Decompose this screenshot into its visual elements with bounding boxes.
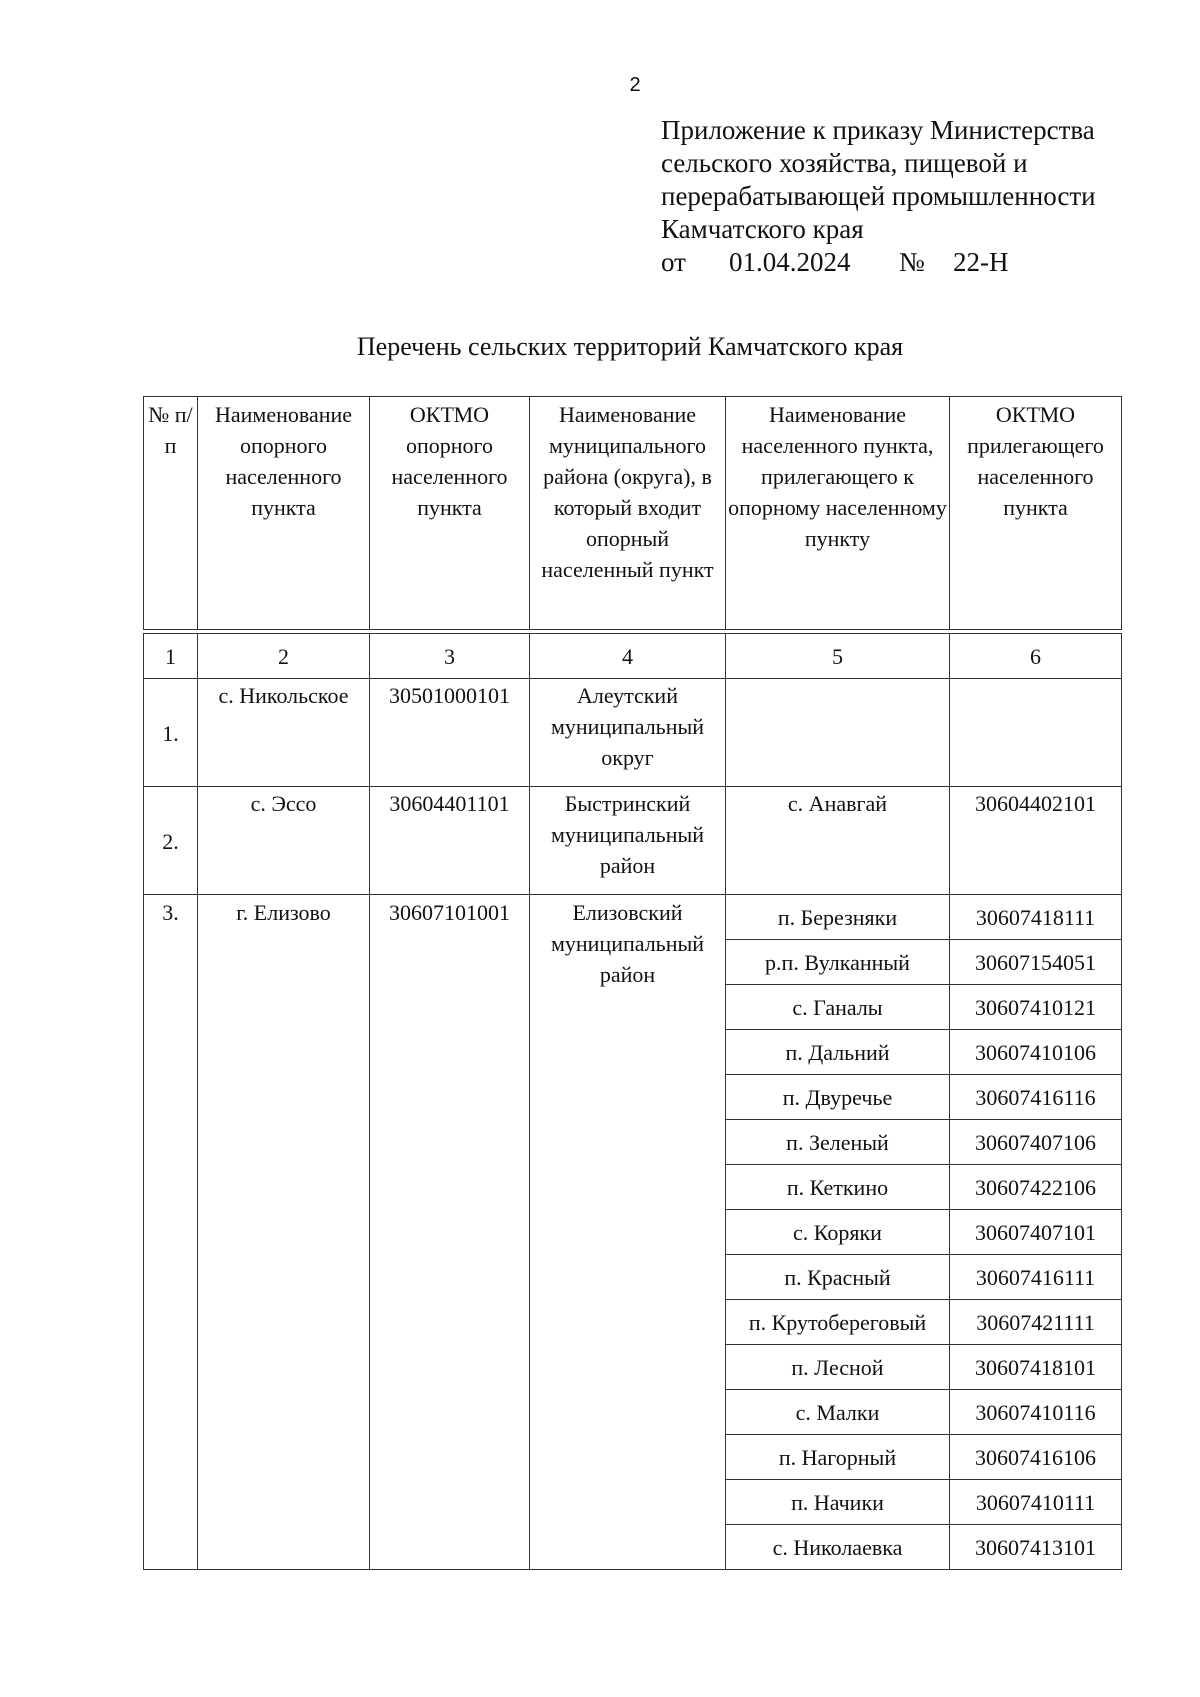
column-number: 1 [144, 634, 198, 679]
header-cell-adjacent-oktmo: ОКТМО прилегающего населенного пункта [950, 397, 1122, 630]
adjacent-name [726, 679, 950, 787]
adjacent-name: п. Лесной [726, 1345, 950, 1390]
adjacent-oktmo: 30607410121 [950, 985, 1122, 1030]
order-number: 22-Н [953, 247, 1009, 277]
row-number: 1. [144, 679, 198, 787]
column-number: 5 [726, 634, 950, 679]
header-line: перерабатывающей промышленности [661, 181, 1096, 211]
adjacent-oktmo: 30604402101 [950, 787, 1122, 895]
adjacent-oktmo: 30607413101 [950, 1525, 1122, 1570]
settlement-name: с. Никольское [198, 679, 370, 787]
adjacent-name: п. Дальний [726, 1030, 950, 1075]
district-name: Быстринский муниципальный район [530, 787, 726, 895]
adjacent-name: р.п. Вулканный [726, 940, 950, 985]
adjacent-name: с. Николаевка [726, 1525, 950, 1570]
header-cell-oktmo: ОКТМО опорного населенного пункта [370, 397, 530, 630]
settlement-oktmo: 30604401101 [370, 787, 530, 895]
header-cell-district: Наименование муниципального района (округа), в который входит опорный населенный пункт [530, 397, 726, 630]
settlement-oktmo: 30607101001 [370, 895, 530, 1570]
district-name: Елизовский муниципальный район [530, 895, 726, 1570]
document-title: Перечень сельских территорий Камчатского края [356, 332, 904, 361]
adjacent-name: с. Анавгай [726, 787, 950, 895]
appendix-header [661, 114, 1141, 279]
column-number: 3 [370, 634, 530, 679]
adjacent-name: п. Крутобереговый [726, 1300, 950, 1345]
settlement-name: с. Эссо [198, 787, 370, 895]
number-sign: № [899, 247, 925, 277]
settlement-name: г. Елизово [198, 895, 370, 1570]
adjacent-oktmo: 30607422106 [950, 1165, 1122, 1210]
adjacent-name: с. Малки [726, 1390, 950, 1435]
adjacent-name: п. Красный [726, 1255, 950, 1300]
adjacent-name: п. Березняки [726, 895, 950, 940]
column-number: 6 [950, 634, 1122, 679]
district-name: Алеутский муниципальный округ [530, 679, 726, 787]
adjacent-name: п. Кеткино [726, 1165, 950, 1210]
adjacent-name: с. Ганалы [726, 985, 950, 1030]
adjacent-oktmo: 30607410111 [950, 1480, 1122, 1525]
settlement-oktmo: 30501000101 [370, 679, 530, 787]
column-number: 4 [530, 634, 726, 679]
adjacent-name: с. Коряки [726, 1210, 950, 1255]
adjacent-oktmo: 30607421111 [950, 1300, 1122, 1345]
adjacent-oktmo: 30607154051 [950, 940, 1122, 985]
table-row [144, 895, 1122, 940]
table-header [143, 396, 1122, 630]
adjacent-oktmo: 30607418111 [950, 895, 1122, 940]
column-numbers-row [144, 634, 1122, 679]
column-number: 2 [198, 634, 370, 679]
adjacent-name: п. Начики [726, 1480, 950, 1525]
adjacent-oktmo: 30607416111 [950, 1255, 1122, 1300]
settlements-table [143, 633, 1122, 1570]
header-line: сельского хозяйства, пищевой и [661, 148, 1028, 178]
row-number: 3. [144, 895, 198, 1570]
adjacent-oktmo: 30607410106 [950, 1030, 1122, 1075]
row-number: 2. [144, 787, 198, 895]
table-row [144, 679, 1122, 787]
adjacent-oktmo: 30607416106 [950, 1435, 1122, 1480]
adjacent-oktmo: 30607407101 [950, 1210, 1122, 1255]
order-line [661, 246, 1141, 279]
order-date: 01.04.2024 [729, 247, 851, 277]
adjacent-name: п. Зеленый [726, 1120, 950, 1165]
header-cell-settlement: Наименование опорного населенного пункта [198, 397, 370, 630]
page-number: 2 [629, 74, 641, 96]
header-line: Приложение к приказу Министерства [661, 115, 1095, 145]
adjacent-name: п. Нагорный [726, 1435, 950, 1480]
header-cell-adjacent: Наименование населенного пункта, прилегающего к опорному населенному пункту [726, 397, 950, 630]
table-row [144, 787, 1122, 895]
from-label: от [661, 247, 686, 277]
adjacent-oktmo: 30607418101 [950, 1345, 1122, 1390]
adjacent-name: п. Двуречье [726, 1075, 950, 1120]
adjacent-oktmo: 30607407106 [950, 1120, 1122, 1165]
adjacent-oktmo: 30607410116 [950, 1390, 1122, 1435]
header-cell-number: № п/ п [144, 397, 198, 630]
header-line: Камчатского края [661, 214, 864, 244]
adjacent-oktmo: 30607416116 [950, 1075, 1122, 1120]
adjacent-oktmo [950, 679, 1122, 787]
